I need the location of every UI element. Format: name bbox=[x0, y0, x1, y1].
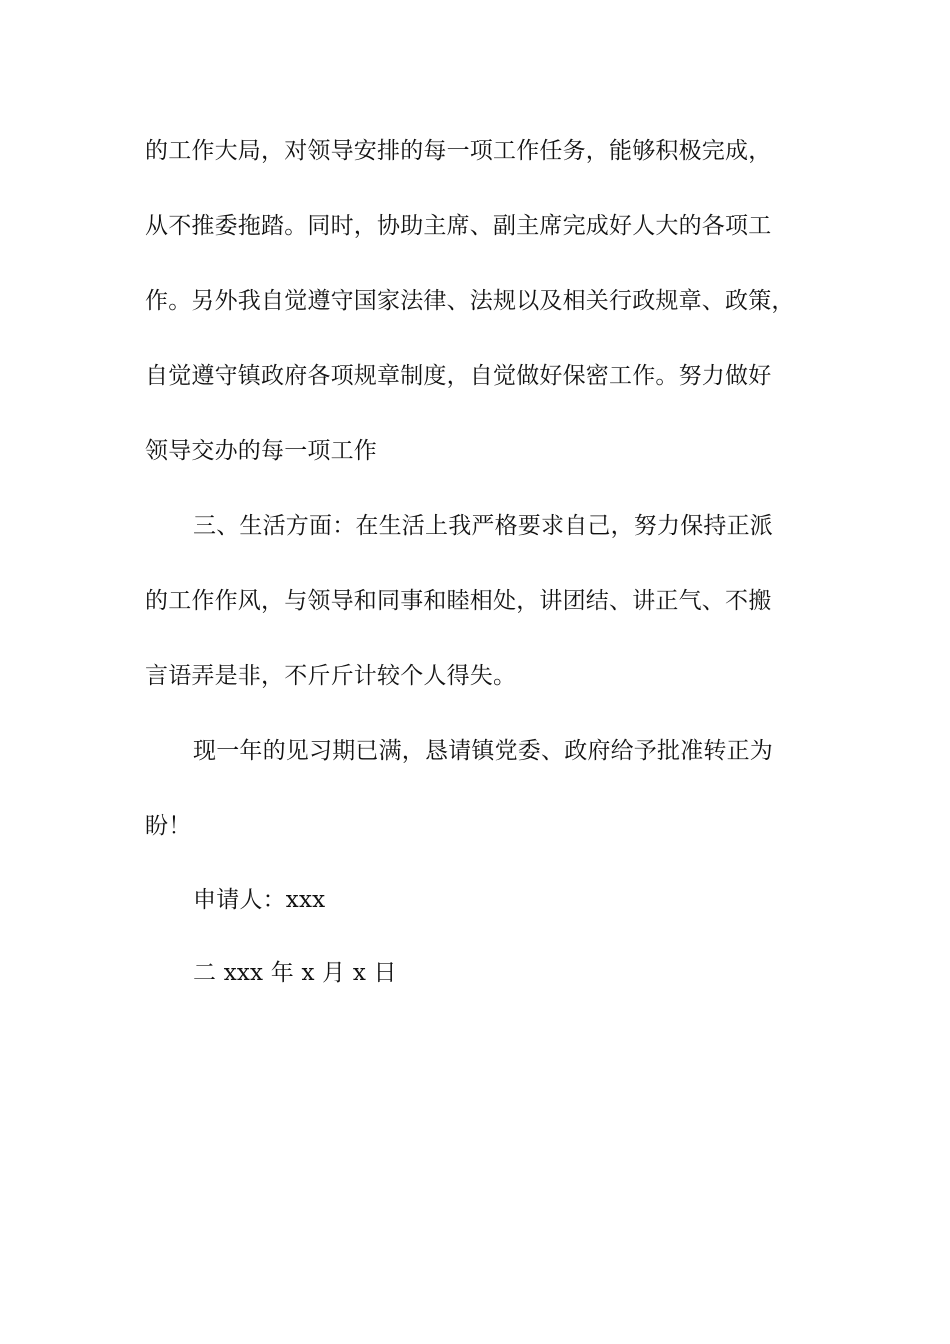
text-line-7: 的工作作风，与领导和同事和睦相处，讲团结、讲正气、不搬 bbox=[145, 588, 772, 614]
text-line-4: 自觉遵守镇政府各项规章制度，自觉做好保密工作。努力做好 bbox=[145, 363, 772, 389]
section-three-heading-line: 三、生活方面：在生活上我严格要求自己，努力保持正派 bbox=[193, 513, 773, 539]
text-line-3: 作。另外我自觉遵守国家法律、法规以及相关行政规章、政策， bbox=[145, 288, 795, 314]
text-line-8: 言语弄是非，不斤斤计较个人得失。 bbox=[145, 663, 517, 689]
text-line-1: 的工作大局，对领导安排的每一项工作任务，能够积极完成， bbox=[145, 138, 772, 164]
request-line-end: 盼！ bbox=[145, 813, 192, 839]
date-line: 二 xxx 年 x 月 x 日 bbox=[193, 960, 397, 986]
text-line-2: 从不推委拖踏。同时，协助主席、副主席完成好人大的各项工 bbox=[145, 213, 772, 239]
applicant-signature: 申请人：xxx bbox=[193, 887, 326, 913]
text-line-5: 领导交办的每一项工作 bbox=[145, 438, 377, 464]
request-line: 现一年的见习期已满，恳请镇党委、政府给予批准转正为 bbox=[193, 738, 773, 764]
